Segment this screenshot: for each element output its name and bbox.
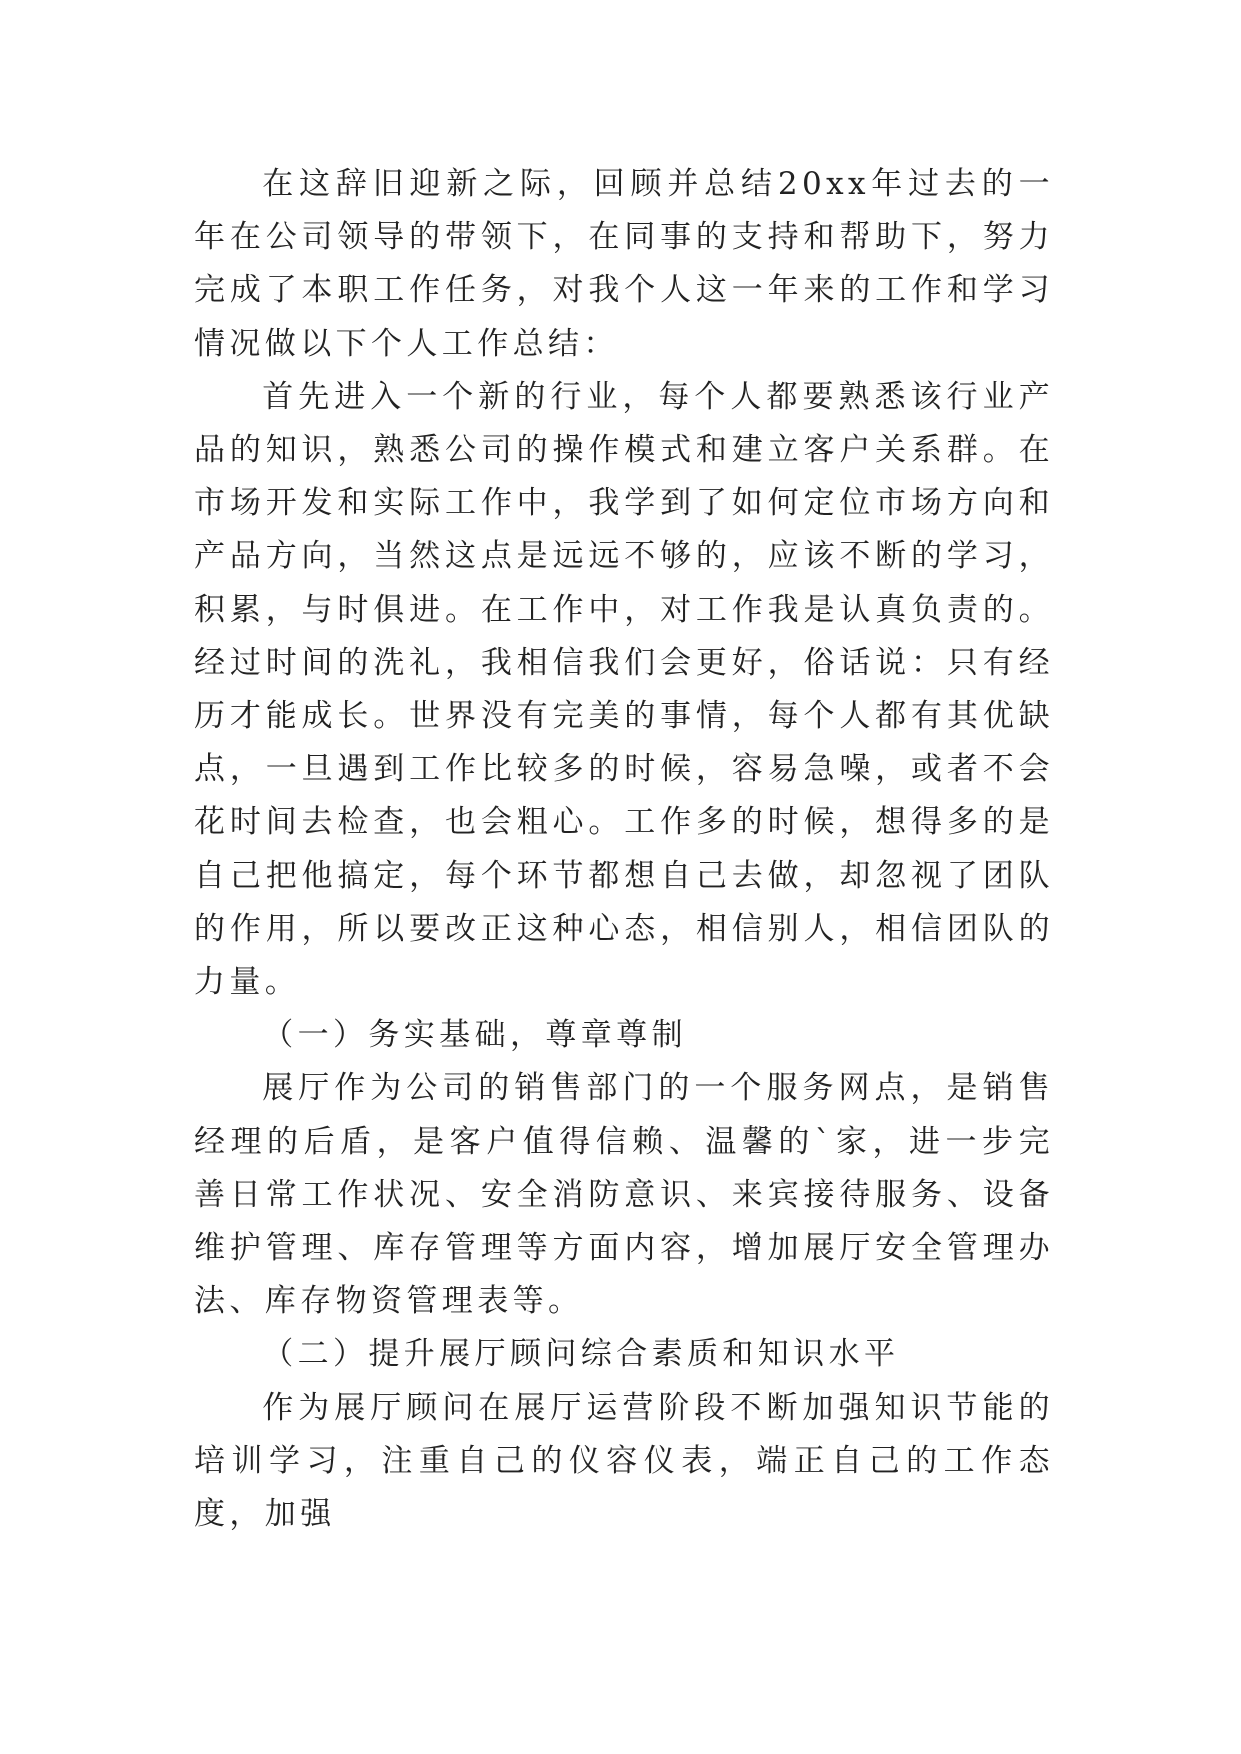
body-paragraph: 首先进入一个新的行业，每个人都要熟悉该行业产品的知识，熟悉公司的操作模式和建立客户关系群。在市场开发和实际工作中，我学到了如何定位市场方向和产品方向，当然这点是远远不够的，应该不断的学习，积累，与时俱进。在工作中，对工作我是认真负责的。经过时间的洗礼，我相信我们会更好，俗话说：只有经历才能成长。世界没有完美的事情，每个人都有其优缺点，一旦遇到工作比较多的时候，容易急噪，或者不会花时间去检查，也会粗心。工作多的时候，想得多的是自己把他搞定，每个环节都想自己去做，却忽视了团队的作用，所以要改正这种心态，相信别人，相信团队的力量。 — [194, 378, 1054, 1001]
body-paragraph: 展厅作为公司的销售部门的一个服务网点，是销售经理的后盾，是客户值得信赖、温馨的`家，进一步完善日常工作状况、安全消防意识、来宾接待服务、设备维护管理、库存管理等方面内容，增加展厅安全管理办法、库存物资管理表等。 — [194, 1070, 1054, 1320]
section-heading-1: （一）务实基础，尊章尊制 — [262, 1017, 687, 1054]
body-paragraph: 作为展厅顾问在展厅运营阶段不断加强知识节能的培训学习，注重自己的仪容仪表，端正自己的工作态度，加强 — [194, 1389, 1054, 1533]
section-heading-2: （二）提升展厅顾问综合素质和知识水平 — [262, 1336, 900, 1373]
intro-paragraph: 在这辞旧迎新之际，回顾并总结20xx年过去的一年在公司领导的带领下，在同事的支持和帮助下，努力完成了本职工作任务，对我个人这一年来的工作和学习情况做以下个人工作总结： — [194, 166, 1054, 362]
document-body — [194, 158, 1054, 1541]
